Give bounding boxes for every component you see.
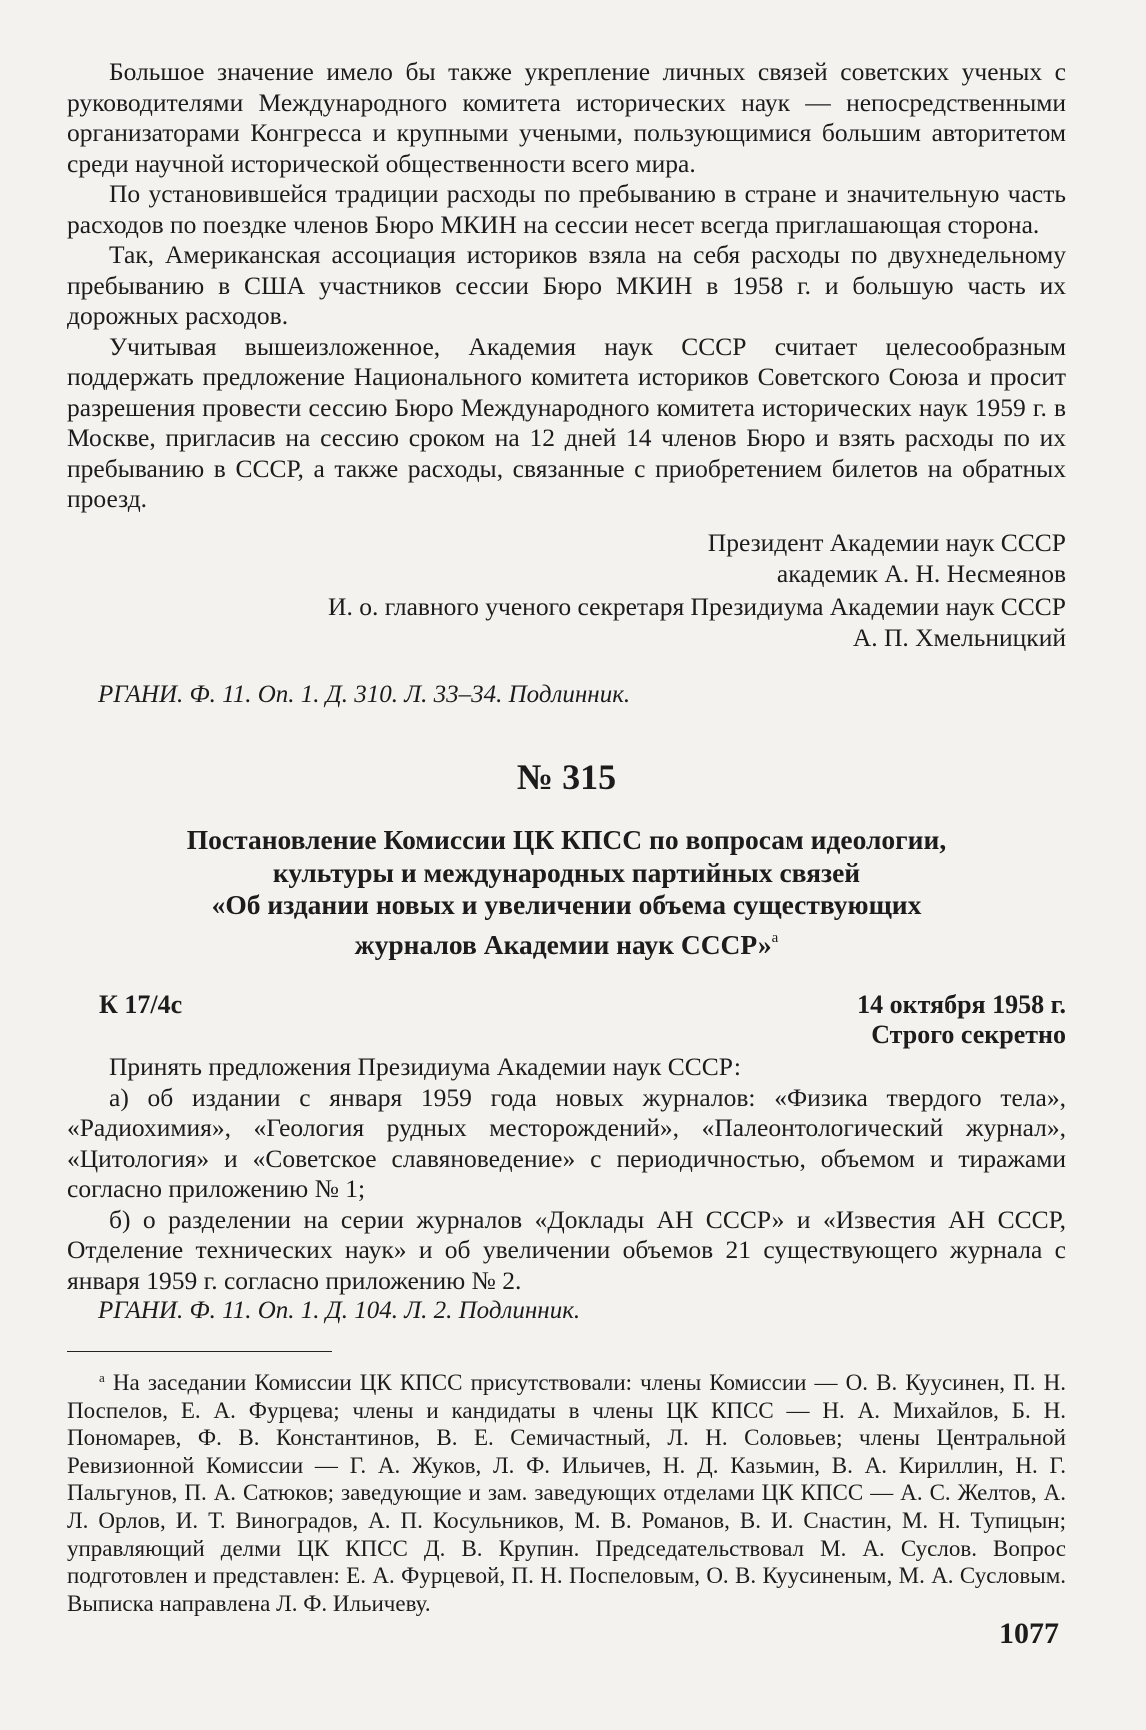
page-number: 1077 — [999, 1617, 1059, 1650]
classification-stamp: Строго секретно — [871, 1020, 1066, 1049]
document-number: № 315 — [516, 757, 617, 797]
document-date: 14 октября 1958 г. — [857, 990, 1066, 1019]
signature-name: А. П. Хмельницкий — [852, 622, 1066, 652]
previous-document-continuation — [67, 57, 1066, 515]
footnote-text: На заседании Комиссии ЦК КПСС присутствовали: члены Комиссии — О. В. Куусинен, П. Н. Поспелов, Е. А. Фурцева; члены и кандидаты в члены ЦК КПСС — Н. А. Михайлов, Б. Н. Пономарев, Ф. В. Константинов, В. Е. Семичастный, Л. Н. Соловьев; члены Центральной Ревизионной Комиссии — Г. А. Жуков, Л. Ф. Ильичев, Н. Д. Казьмин, В. А. Кириллин, Н. Г. Пальгунов, П. А. Сатюков; заведующие и зам. заведующих отделами ЦК КПСС — А. С. Желтов, А. Л. Орлов, И. Т. Виноградов, А. П. Косульников, М. В. Романов, В. И. Снастин, М. Н. Тупицын; управляющий делми ЦК КПСС Д. В. Крупин. Председательствовал М. А. Суслов. Вопрос подготовлен и представлен: Е. А. Фурцевой, П. Н. Поспеловым, О. В. Куусиненым, М. А. Сусловым. Выписка направлена Л. Ф. Ильичеву. — [67, 1370, 1067, 1616]
paragraph: б) о разделении на серии журналов «Доклады АН СССР» и «Известия АН СССР, Отделение технических наук» и об увеличении объемов 21 существующего журнала с января 1959 г. согласно приложению № 2. — [67, 1204, 1066, 1295]
title-line: культуры и международных партийных связей — [272, 856, 861, 888]
signature-block — [67, 528, 1066, 653]
signature-title: И. о. главного ученого секретаря Президиума Академии наук СССР — [328, 592, 1066, 621]
document-code: К 17/4с — [99, 990, 183, 1019]
footnote-divider — [67, 1351, 332, 1352]
title-line: Постановление Комиссии ЦК КПСС по вопросам идеологии, — [186, 824, 947, 855]
signature-name: академик А. Н. Несмеянов — [776, 558, 1066, 588]
paragraph: Так, Американская ассоциация историков взяла на себя расходы по двухнедельному пребыванию в США участников сессии Бюро МКИН в 1958 г. и большую часть их дорожных расходов. — [67, 240, 1066, 330]
paragraph: По установившейся традиции расходы по пребыванию в стране и значительную часть расходов по поездке членов Бюро МКИН на сессии несет всегда приглашающая сторона. — [67, 179, 1066, 239]
title-line: журналов Академии наук СССР»$^а$ — [354, 928, 779, 960]
document-body — [67, 1052, 1066, 1296]
footnote-marker: а — [99, 1370, 105, 1385]
footnote-marker: а — [771, 929, 779, 946]
title-line: «Об издании новых и увеличении объема существующих — [211, 889, 922, 920]
archive-reference: РГАНИ. Ф. 11. Оп. 1. Д. 104. Л. 2. Подлинник. — [98, 1297, 581, 1324]
footnote — [67, 1364, 1066, 1617]
document-header — [67, 990, 1066, 1050]
paragraph: Большое значение имело бы также укрепление личных связей советских ученых с руководителями Международного комитета исторических наук — непосредственными организаторами Конгресса и крупными учеными, пользующимися большим авторитетом среди научной исторической общественности всего мира. — [67, 57, 1066, 178]
signature-title: Президент Академии наук СССР — [707, 528, 1066, 557]
archive-reference: РГАНИ. Ф. 11. Оп. 1. Д. 310. Л. 33–34. Подлинник. — [98, 681, 631, 708]
paragraph: Принять предложения Президиума Академии наук СССР: — [109, 1052, 741, 1081]
paragraph: а) об издании с января 1959 года новых журналов: «Физика твердого тела», «Радиохимия», «Геология рудных месторождений», «Палеонтологический журнал», «Цитология» и «Советское славяноведение» с периодичностью, объемом и тиражами согласно приложению № 1; — [67, 1082, 1066, 1203]
document-title — [67, 824, 1066, 961]
paragraph: Учитывая вышеизложенное, Академия наук СССР считает целесообразным поддержать предложение Национального комитета историков Советского Союза и просит разрешения провести сессию Бюро Международного комитета исторических наук 1959 г. в Москве, пригласив на сессию сроком на 12 дней 14 членов Бюро и взять расходы по их пребыванию в СССР, а также расходы, связанные с приобретением билетов на обратных проезд. — [67, 331, 1066, 513]
